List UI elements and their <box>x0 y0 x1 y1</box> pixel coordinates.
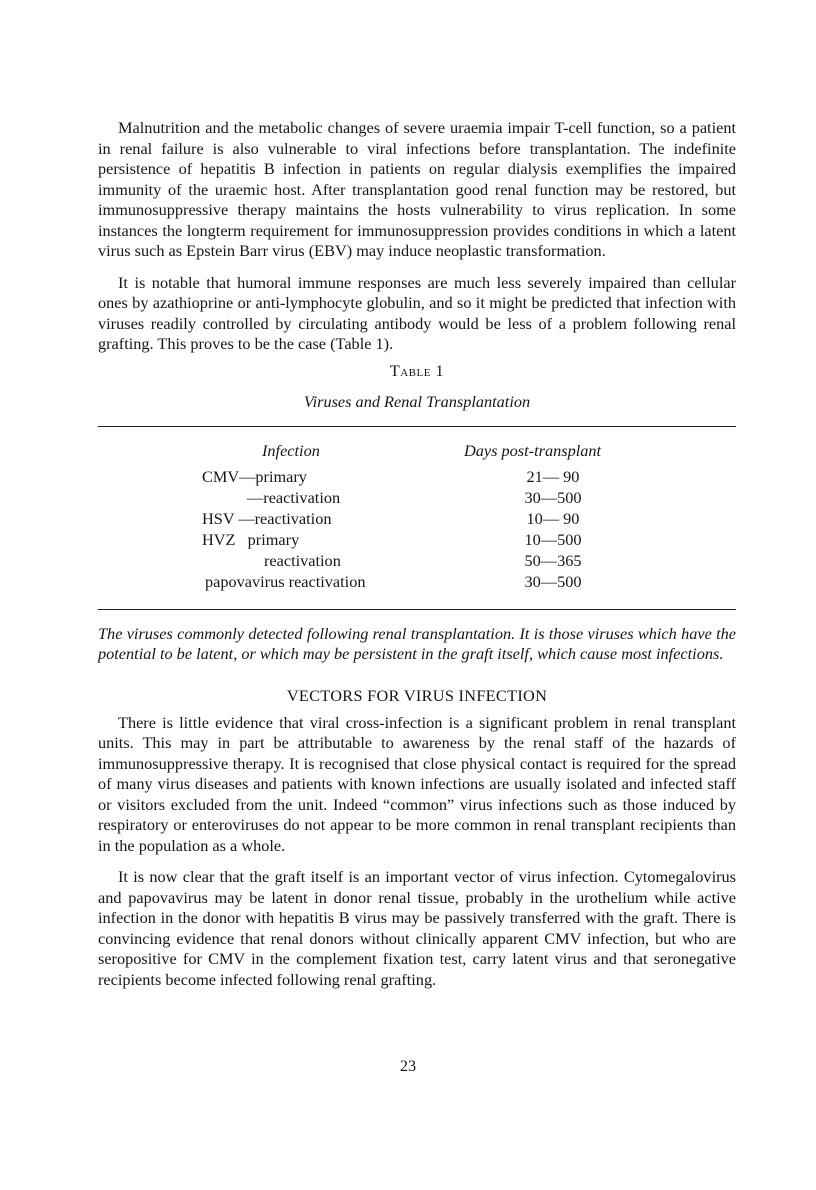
table-row <box>98 509 736 530</box>
row-days: 30—500 <box>524 487 582 507</box>
row-days: 21— 90 <box>526 466 580 486</box>
page-number: 23 <box>399 1056 417 1075</box>
paragraph-graft-vector: It is now clear that the graft itself is an important vector of virus infection. Cytomegalovirus and papovavirus may be latent in donor renal tissue, probably in the urothelium while active infection in the donor with hepatitis B virus may be passively transferred with the graft. There is convincing evidence that renal donors without clinically apparent CMV infection, but who are seropositive for CMV in the complement fixation test, carry latent virus and that seronegative recipients become infected following renal grafting. <box>98 867 736 989</box>
table-title: Viruses and Renal Transplantation <box>303 391 531 411</box>
page-content <box>98 118 736 990</box>
paragraph-uraemia: Malnutrition and the metabolic changes of severe uraemia impair T-cell function, so a patient in renal failure is also vulnerable to viral infections before transplantation. The indefinite persistence of hepatitis B infection in patients on regular dialysis exemplifies the impaired immunity of the uraemic host. After transplantation good renal function may be restored, but immunosuppressive therapy maintains the hosts vulnerability to virus replication. In some instances the longterm requirement for immunosuppression provides conditions in which a latent virus such as Epstein Barr virus (EBV) may induce neoplastic transformation. <box>98 118 736 260</box>
row-infection: papovavirus reactivation <box>205 571 366 591</box>
row-infection: CMV—primary <box>202 466 307 486</box>
table-bottom-rule <box>98 609 736 610</box>
paragraph-humoral-immunity: It is notable that humoral immune responses are much less severely impaired than cellular ones by azathioprine or anti-lymphocyte globulin, and so it might be predicted that infection with viruses readily controlled by circulating antibody would be less of a problem following renal grafting. This proves to be the case (Table 1). <box>98 272 736 353</box>
row-days: 30—500 <box>524 571 582 591</box>
row-infection: reactivation <box>264 550 341 570</box>
row-days: 50—365 <box>524 550 582 570</box>
table-caption: The viruses commonly detected following renal transplantation. It is those viruses which have the potential to be latent, or which may be persistent in the graft itself, which cause most infections. <box>98 623 736 663</box>
row-infection: —reactivation <box>247 487 341 507</box>
table-row <box>98 572 736 593</box>
table-row <box>98 530 736 551</box>
table-label: Table 1 <box>389 360 445 380</box>
paragraph-cross-infection: There is little evidence that viral cross-infection is a significant problem in renal transplant units. This may in part be attributable to awareness by the renal staff of the hazards of immunosuppressive therapy. It is recognised that close physical contact is required for the spread of many virus diseases and patients with known infections are usually isolated and infected staff or visitors excluded from the unit. Indeed “common” virus infections such as those induced by respiratory or enteroviruses do not appear to be more common in renal transplant recipients than in the population as a whole. <box>98 712 736 855</box>
header-days: Days post-transplant <box>464 440 602 460</box>
row-days: 10— 90 <box>526 508 580 528</box>
table-row <box>98 488 736 509</box>
row-infection: HSV —reactivation <box>202 508 332 528</box>
table-row <box>98 467 736 488</box>
row-infection: HVZ primary <box>202 529 300 549</box>
header-infection: Infection <box>262 440 320 460</box>
row-days: 10—500 <box>524 529 582 549</box>
section-heading: VECTORS FOR VIRUS INFECTION <box>286 685 548 705</box>
viruses-table <box>98 427 736 599</box>
table-row <box>98 551 736 572</box>
